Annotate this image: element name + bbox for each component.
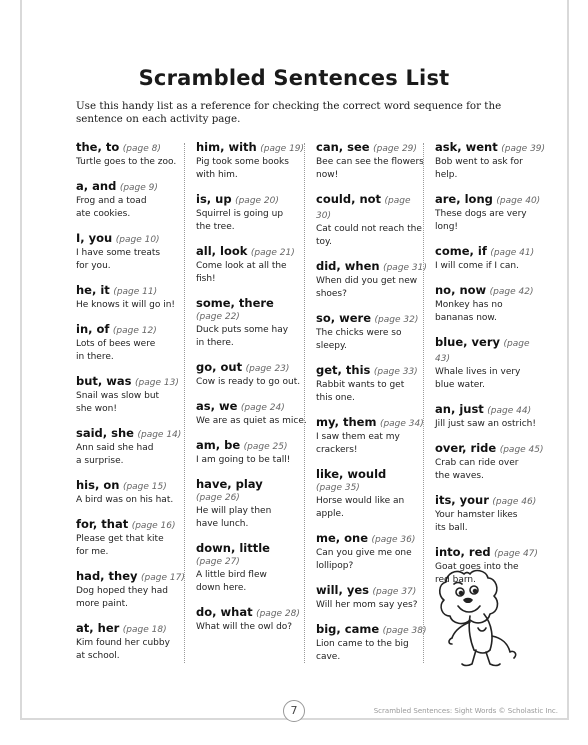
sentence-line: Whale lives in very <box>435 367 521 377</box>
sight-words: blue, very <box>435 335 500 349</box>
sight-words: ask, went <box>435 140 498 154</box>
sight-words: like, would <box>316 467 387 481</box>
sentence-line: Kim found her cubby <box>76 638 170 648</box>
sight-words: I, you <box>76 231 113 245</box>
sentence-line: We are as quiet as mice. <box>196 416 307 426</box>
sight-words: can, see <box>316 140 370 154</box>
sentence-line: in there. <box>196 338 234 348</box>
page-reference: (page 44) <box>487 406 532 416</box>
page-reference: (page 15) <box>122 482 167 492</box>
sentence-line: Frog and a toad <box>76 196 147 206</box>
lion-cartoon-icon <box>434 566 524 671</box>
sentence-line: Lion came to the big cave. <box>316 639 409 662</box>
sentence-entry <box>76 621 188 663</box>
page-reference: (page 23) <box>245 364 290 374</box>
sentence-entry <box>316 583 428 612</box>
page-reference: (page 29) <box>373 144 417 154</box>
sight-words: him, with <box>196 140 257 154</box>
sentence-entry <box>435 140 547 182</box>
sentence-line: Bob went to ask for help. <box>435 157 523 180</box>
sentence-line: I saw them eat my <box>316 432 400 442</box>
entry-header <box>76 621 188 637</box>
page-reference: (page 40) <box>496 196 541 206</box>
column-3 <box>316 140 428 674</box>
sentence-line: Jill just saw an ostrich! <box>435 419 536 429</box>
sentence-entry <box>196 244 308 286</box>
sentence-line: red barn. <box>435 575 476 585</box>
sentence-line: the waves. <box>435 471 484 481</box>
sentence-entry <box>316 467 428 521</box>
sentence-line: Cat could not reach the <box>316 224 422 234</box>
sentence-line: When did you get new <box>316 276 418 286</box>
sentence-entry <box>196 399 308 428</box>
sight-words: big, came <box>316 622 380 636</box>
entry-header <box>316 311 428 327</box>
entry-header <box>76 283 188 299</box>
entry-header <box>316 622 428 638</box>
entry-header <box>196 541 308 556</box>
sight-words: over, ride <box>435 441 497 455</box>
sight-words: a, and <box>76 179 117 193</box>
sight-words: but, was <box>76 374 132 388</box>
sentence-entry <box>76 517 188 559</box>
sentence-line: she won! <box>76 404 117 414</box>
sentence-entry <box>76 179 188 221</box>
sentence-entry <box>316 311 428 353</box>
sight-words: said, she <box>76 426 134 440</box>
sentence-line: the tree. <box>196 222 235 232</box>
column-4 <box>435 140 547 597</box>
page-reference: (page 35) <box>316 483 360 493</box>
entry-header <box>76 569 188 585</box>
sentence-line: Please get that kite <box>76 534 164 544</box>
sight-words: in, of <box>76 322 110 336</box>
sentence-entry <box>435 244 547 273</box>
sentence-line: down here. <box>196 583 247 593</box>
page-reference: (page 21) <box>250 248 295 258</box>
sentence-line: I have some treats <box>76 248 161 258</box>
sentence-line: I will come if I can. <box>435 261 519 271</box>
entry-header <box>435 140 547 156</box>
entry-header <box>435 402 547 418</box>
intro-text: Use this handy list as a reference for checking the correct word sequence for the sentence on each activity page. <box>76 100 502 125</box>
sentence-entry <box>76 374 188 416</box>
entry-header <box>316 363 428 379</box>
entry-header <box>76 140 188 156</box>
sentence-line: have lunch. <box>196 519 249 529</box>
entry-header <box>196 399 308 415</box>
page-title: Scrambled Sentences List <box>138 66 450 90</box>
sentence-line: Can you give me one <box>316 548 412 558</box>
page-reference: (page 18) <box>122 625 167 635</box>
sentence-entry <box>435 441 547 483</box>
sentence-entry <box>196 541 308 595</box>
sentence-line: at school. <box>76 651 120 661</box>
sight-words: me, one <box>316 531 369 545</box>
entry-header <box>76 374 188 390</box>
sentence-line: now! <box>316 170 339 180</box>
entry-header <box>76 517 188 533</box>
page-reference: (page 33) <box>373 367 418 377</box>
sight-words: his, on <box>76 478 120 492</box>
page-reference: (page 19) <box>260 144 305 154</box>
sentence-entry <box>196 438 308 467</box>
sentence-entry <box>435 402 547 431</box>
page-reference: (page 27) <box>196 557 240 567</box>
sight-words: come, if <box>435 244 487 258</box>
sight-words: have, play <box>196 477 263 491</box>
sentence-line: Crab can ride over <box>435 458 519 468</box>
sentence-line: ate cookies. <box>76 209 131 219</box>
page-reference: (page 17) <box>141 573 185 583</box>
sentence-line: Come look at all the fish! <box>196 261 287 284</box>
sight-words: no, now <box>435 283 487 297</box>
page-reference: (page 8) <box>122 144 161 154</box>
page-reference: (page 46) <box>492 497 537 507</box>
sentence-line: Pig took some books <box>196 157 289 167</box>
sentence-line: Ann said she had <box>76 443 154 453</box>
page-reference: (page 25) <box>243 442 288 452</box>
entry-header <box>316 259 428 275</box>
entry-header <box>76 179 188 195</box>
entry-header <box>316 467 428 482</box>
column-2 <box>196 140 308 644</box>
sentence-line: for me. <box>76 547 109 557</box>
sight-words: he, it <box>76 283 110 297</box>
sentence-line: with him. <box>196 170 238 180</box>
sentence-entry <box>76 478 188 507</box>
sentence-line: Bee can see the flowers <box>316 157 424 167</box>
page-reference: (page 30) <box>316 196 411 221</box>
sight-words: did, when <box>316 259 380 273</box>
page-reference: (page 36) <box>371 535 416 545</box>
entry-header <box>196 477 308 492</box>
sentence-line: Monkey has no <box>435 300 503 310</box>
sight-words: all, look <box>196 244 248 258</box>
sight-words: get, this <box>316 363 371 377</box>
sight-words: its, your <box>435 493 489 507</box>
sight-words: is, up <box>196 192 232 206</box>
page-reference: (page 43) <box>435 339 530 364</box>
sentence-entry <box>76 569 188 611</box>
sight-words: an, just <box>435 402 484 416</box>
sentence-line: A bird was on his hat. <box>76 495 174 505</box>
entry-header <box>316 192 428 223</box>
sentence-entry <box>196 296 308 350</box>
sentence-line: Turtle goes to the zoo. <box>76 157 177 167</box>
sentence-entry <box>76 231 188 273</box>
sight-words: had, they <box>76 569 138 583</box>
sentence-entry <box>316 363 428 405</box>
page-reference: (page 42) <box>489 287 534 297</box>
sentence-entry <box>76 322 188 364</box>
sentence-line: blue water. <box>435 380 485 390</box>
sentence-line: Will her mom say yes? <box>316 600 418 610</box>
sentence-line: toy. <box>316 237 332 247</box>
entry-header <box>435 244 547 260</box>
entry-header <box>76 426 188 442</box>
page-reference: (page 9) <box>119 183 158 193</box>
entry-header <box>435 192 547 208</box>
sight-words: the, to <box>76 140 120 154</box>
page-reference: (page 12) <box>112 326 157 336</box>
entry-header <box>196 296 308 311</box>
sight-words: as, we <box>196 399 238 413</box>
entry-header <box>316 583 428 599</box>
sight-words: are, long <box>435 192 493 206</box>
page-reference: (page 38) <box>382 626 427 636</box>
sentence-line: Lots of bees were <box>76 339 156 349</box>
sentence-entry <box>196 192 308 234</box>
entry-header <box>76 478 188 494</box>
sentence-line: Duck puts some hay <box>196 325 289 335</box>
page-reference: (page 39) <box>501 144 546 154</box>
entry-header <box>435 493 547 509</box>
entry-header <box>196 140 308 156</box>
page-number: 7 <box>283 700 305 722</box>
sentence-line: Your hamster likes <box>435 510 518 520</box>
page-reference: (page 26) <box>196 493 240 503</box>
page-reference: (page 13) <box>135 378 179 388</box>
footer-credit: Scrambled Sentences: Sight Words © Scholastic Inc. <box>373 707 558 715</box>
entry-header <box>316 140 428 156</box>
sight-words: my, them <box>316 415 377 429</box>
page-reference: (page 41) <box>490 248 535 258</box>
entry-header <box>196 605 308 621</box>
sentence-entry <box>196 360 308 389</box>
sentence-line: a surprise. <box>76 456 124 466</box>
entry-header <box>196 438 308 454</box>
sentence-entry <box>435 283 547 325</box>
sentence-entry <box>316 140 428 182</box>
sentence-line: in there. <box>76 352 114 362</box>
sight-words: into, red <box>435 545 491 559</box>
sentence-entry <box>76 140 188 169</box>
page-reference: (page 16) <box>131 521 176 531</box>
sentence-line: Horse would like an apple. <box>316 496 405 519</box>
page-reference: (page 22) <box>196 312 240 322</box>
sentence-entry <box>76 426 188 468</box>
entry-header <box>316 531 428 547</box>
entry-header <box>435 335 547 366</box>
page-reference: (page 31) <box>383 263 427 273</box>
sentence-entry <box>316 415 428 457</box>
sentence-line: He will play then <box>196 506 272 516</box>
sentence-entry <box>316 192 428 249</box>
sentence-line: Squirrel is going up <box>196 209 284 219</box>
sentence-line: crackers! <box>316 445 358 455</box>
page-reference: (page 10) <box>115 235 160 245</box>
sentence-entry <box>196 605 308 634</box>
sentence-line: I am going to be tall! <box>196 455 291 465</box>
page-reference: (page 28) <box>256 609 300 619</box>
page-reference: (page 20) <box>235 196 279 206</box>
column-divider <box>184 143 185 663</box>
sentence-line: The chicks were so sleepy. <box>316 328 402 351</box>
page-reference: (page 11) <box>113 287 158 297</box>
sentence-entry <box>316 259 428 301</box>
column-divider <box>423 143 424 663</box>
sentence-entry <box>435 335 547 392</box>
page-reference: (page 45) <box>499 445 544 455</box>
sight-words: down, little <box>196 541 270 555</box>
entry-header <box>196 244 308 260</box>
sentence-line: Snail was slow but <box>76 391 160 401</box>
page-reference: (page 47) <box>494 549 538 559</box>
entry-header <box>435 441 547 457</box>
sentence-entry <box>196 140 308 182</box>
column-divider <box>304 143 305 663</box>
sight-words: for, that <box>76 517 129 531</box>
page-reference: (page 32) <box>374 315 419 325</box>
sentence-line: its ball. <box>435 523 468 533</box>
sentence-entry <box>316 531 428 573</box>
entry-header <box>435 283 547 299</box>
sentence-line: lollipop? <box>316 561 354 571</box>
sight-words: could, not <box>316 192 382 206</box>
sentence-line: A little bird flew <box>196 570 267 580</box>
sight-words: will, yes <box>316 583 369 597</box>
sentence-line: Rabbit wants to get <box>316 380 405 390</box>
sentence-line: shoes? <box>316 289 347 299</box>
entry-header <box>76 322 188 338</box>
sight-words: at, her <box>76 621 120 635</box>
sentence-entry <box>316 622 428 664</box>
page-reference: (page 24) <box>240 403 285 413</box>
sentence-line: He knows it will go in! <box>76 300 176 310</box>
sight-words: do, what <box>196 605 253 619</box>
page-reference: (page 14) <box>137 430 182 440</box>
page-reference: (page 34) <box>379 419 424 429</box>
sentence-entry <box>196 477 308 531</box>
column-1 <box>76 140 188 673</box>
sight-words: some, there <box>196 296 274 310</box>
entry-header <box>196 360 308 376</box>
sight-words: am, be <box>196 438 241 452</box>
sentence-line: for you. <box>76 261 111 271</box>
sight-words: so, were <box>316 311 372 325</box>
sentence-entry <box>435 192 547 234</box>
sight-words: go, out <box>196 360 243 374</box>
sentence-line: this one. <box>316 393 355 403</box>
entry-header <box>316 415 428 431</box>
entry-header <box>196 192 308 208</box>
page-reference: (page 37) <box>372 587 417 597</box>
sentence-line: bananas now. <box>435 313 497 323</box>
sentence-line: Goat goes into the <box>435 562 519 572</box>
entry-header <box>435 545 547 561</box>
sentence-line: Cow is ready to go out. <box>196 377 301 387</box>
sentence-line: Dog hoped they had <box>76 586 168 596</box>
entry-header <box>76 231 188 247</box>
sentence-line: more paint. <box>76 599 128 609</box>
sentence-entry <box>435 493 547 535</box>
sentence-line: These dogs are very long! <box>435 209 527 232</box>
sentence-entry <box>76 283 188 312</box>
sentence-line: What will the owl do? <box>196 622 293 632</box>
